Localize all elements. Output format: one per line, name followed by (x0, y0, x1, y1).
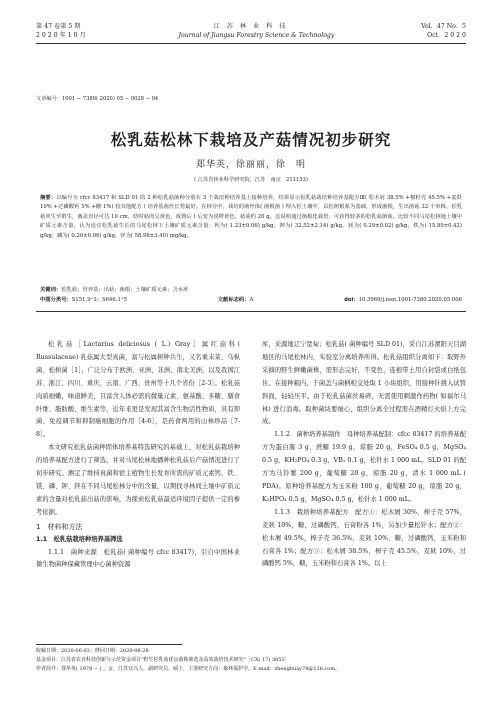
footnote-rule (36, 644, 182, 645)
header-journal-en: Journal of Jiangsu Forestry Science & Technology (178, 32, 335, 39)
intro-paragraph-2: 本文研究松乳菇菌种固体培养基特选研究的基础上，对松乳菇栽培种的培养基配方进行了筛选，并对马尾松林地播种松乳菇后产菇情况进行了初步研究。测定了维持真菌和宿主植物生长发育所需的矿质元素钙、铁、镁、磷、钾、锌在不同马尾松林分中的含量，以期找寻林间土壤中矿质元素的含量对松乳菇出菇的影响，为探索松乳菇最适环境因子提供一定的参考依据。 (36, 444, 240, 516)
abstract-text: 以编号为 cfcc 83417 和 SLD 01 的 2 种松乳菇菌种分别在 3 个栽培种培养基上接种培养，结果显示松乳菇栽培种培养基配方Ⅲ( 松木屑 38.5% +棉籽壳 45.5% +麦麸 10% +过磷酸钙 5% +糖 1%) 较其他配方 ( 培养基菌丝长势最好。在林分中，栽培的菌丝体( 菌根菌 ) 埋入松土壤中，以松树根系为基础，形成菌根，生出菌菇 32 个单株，松乳菇单生至群生，菌盖直径可达 10 cm，幼时菇肉呈黄色，成熟后 ) 后变为淡橙黄色，菇重约 20 g。这说明通过菌根化栽培，可获得较多的松乳菇菌菇。比较不同马尾松林地土壤中矿质元素含量，认为适宜松乳菇生长的马尾松林下土壤矿质元素含量：钙为( 1.23±0.06) g/kg，钾为( 32.52±2.14) g/kg，镁为( 0.29±0.02) g/kg，铁为( 15.89±0.42) g/kg，磷为( 0.20±0.06) g/kg，锌为( 58.98±3.40) mg/kg。 (40, 195, 462, 239)
header-date-en: Oct．2 0 2 0 (427, 32, 466, 39)
doi: 10.3969/j.issn.1001-7380.2020.05.006 (358, 297, 462, 303)
doc-code: A (249, 297, 254, 303)
section-heading: 1 材料和方法 (36, 522, 83, 531)
abstract-label: 摘要： (40, 195, 57, 201)
keywords: 松乳菇；培养基；出菇；菌根；土壤矿质元素；含水率 (61, 287, 189, 293)
abstract (40, 194, 462, 241)
header-journal-cn: 江 苏 林 业 科 技 (213, 23, 288, 30)
header-volume-en: Vol．47 No．5 (421, 23, 466, 30)
keywords-line (40, 286, 462, 295)
methods-paragraph-2: 库，来源地辽宁宽甸；松乳菇( 菌种编号 SLD 01)，采自江苏溧阳天目湖地区的马尾松林内，实验室分离培养所得。松乳菇组织分离如下：取野外采摘的野生鲜嫩菌株，需形态完好，不变色，连根带土用自封袋或白纸包住。在接种箱内，于菌盖与菌柄相交处取 1 小块组织，用接种针挑入试管斜面，轻轻压平。由于松乳菇菌丝易碎，无需使用刺激作药物( 如福尔马林) 进行消毒。取种菌块要细心，组织分离全过程需在酒精灯火焰上方完成。 (262, 341, 466, 426)
doc-code-label: 文献标志码： (217, 297, 250, 303)
classification-line (40, 296, 462, 305)
article-id: 文章编号：1001 − 7380( 2020) 05 − 0028 − 04 (36, 96, 159, 102)
footnote-author: 作者简介：郑华英( 1978 − ) ，女，江苏宜兴人，副研究员，硕士，主要研究方向：森林保护学。E-mail：zhenghuay78@126.com。 (36, 666, 341, 672)
doi-label: doi： (344, 297, 359, 303)
header-date-cn: 2 0 2 0 年 1 0 月 (36, 32, 86, 39)
footnote-fund: 基金项目：江苏省农业科技创新与示范资金项目“野生松乳菇优良菌株筛选及高效栽培技术研究”［CX( 17) 3053］ (36, 657, 290, 663)
abstract-rule (36, 311, 466, 312)
intro-paragraph-1: 松乳菇［Lactarius deliciosus ( L.) Gray］属红菇科( Russulaceae) 乳菇属大型真菌，富与松属树种共生，又名重末菜、乌枞菌、松树菌［1］，广泛分布于欧洲、亚洲、非洲、南北美洲，以及我国江苏、浙江、四川、重庆、云南、广西、贵州等十几个省份［2-3］。松乳菇肉质细嫩，味道鲜美，且富含人体必需的微量元素、氨基酸、多糖、膳食纤维、脂肪酸、维生素等，近年来更是发现其富含生物活性物质，具有抑菌、免疫调节和抑制癌细胞的作用［4-6］，是药食两用的山林珍品［7-8］。 (36, 341, 240, 439)
running-header-cn (36, 23, 466, 31)
methods-paragraph-4: 1.1.3 栽培种培养基配方 配方①：松木屑 30%，榨子壳 57%，麦麸 10%，糖，过磷酸钙，石膏粉各 1%，另加少量松针水；配方②：松木屑 49.5%，榨子壳 36.5%，麦麸 10%，糖，过磷酸钙，玉米粉和石膏各 1%；配方③：松木屑 38.5%，榨子壳 45.5%，麦麸 10%，过磷酸钙 5%，糖，玉米粉和石膏各 1%。以上 (262, 508, 466, 568)
running-header-en (36, 32, 466, 40)
clc-code: S151.9⁺3；S646.1⁺5 (71, 297, 128, 303)
keywords-label: 关键词： (40, 287, 62, 293)
subsection-heading: 1.1 松乳菇栽培种培养基筛选 (36, 535, 123, 543)
footnote-received: 收稿日期：2020-06-03；修回日期：2020-08-28 (36, 648, 149, 654)
header-volume-cn: 第 47 卷第 5 期 (36, 23, 81, 30)
body-column-left (36, 339, 240, 572)
footnotes (36, 647, 466, 674)
body-column-right (262, 339, 466, 571)
methods-paragraph-3: 1.1.2 菌种培养基制作 母种培养基配制：cfcc 83417 的培养基配方为蛋白胨 3 g，蔗糖 19.9 g，琼脂 20 g，FeSO₄ 0.5 g，MgSO₄ 0.5 g，KH₂PO₄ 0.3 g，VB₁ 0.1 g，松针水 1 000 mL。SLD 01 的配方为马铃薯 200 g，葡萄糖 20 g，琼脂 20 g，清水 1 000 mL ( PDA)。原种培养基配方为玉米粉 100 g，葡萄糖 20 g，琼脂 20 g，K₂HPO₄ 0.5 g，MgSO₄ 0.5 g，松针水 1 000 mL。 (262, 431, 466, 503)
clc-label: 中图分类号： (40, 297, 72, 303)
header-rule (36, 43, 466, 44)
article-authors: 郑华英，徐丽丽，徐 明 (195, 160, 306, 170)
methods-paragraph-1: 1.1.1 菌种来源 松乳菇( 菌种编号 cfcc 83417)，引自中国林业微生物菌种保藏管理中心菌种资源 (36, 548, 240, 569)
author-affiliation: ( 江苏省林业科学研究院，江苏 南京 211153) (194, 177, 308, 183)
article-title: 松乳菇松林下栽培及产菇情况初步研究 (110, 131, 392, 149)
